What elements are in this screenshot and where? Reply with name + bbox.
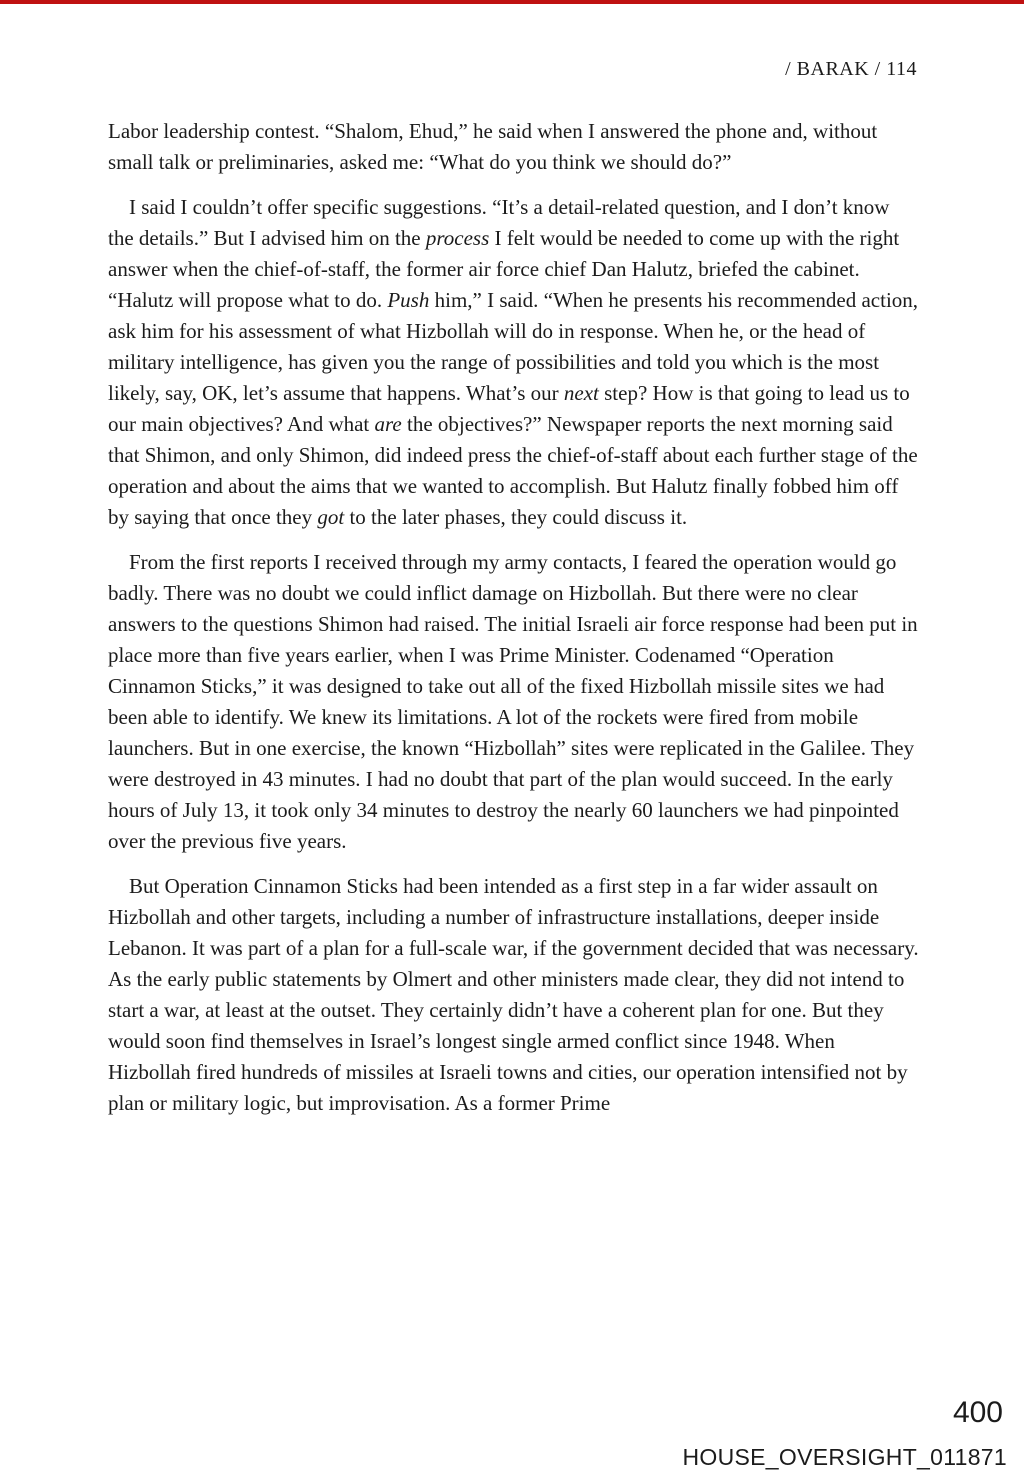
bates-stamp: HOUSE_OVERSIGHT_011871 [682,1444,1007,1470]
italic-text-run: Push [387,288,430,312]
paragraph [108,547,920,857]
document-body [108,116,920,1133]
text-run: I felt would be needed to come up with the right answer when the chief-of-staff, the former air force chief Dan Halutz, briefed the cabinet. “Halutz will propose what to do. [108,226,900,312]
text-run: to the later phases, they could discuss it. [344,505,688,529]
text-run: step? How is that going to lead us to our main objectives? And what [108,381,910,436]
italic-text-run: got [317,505,345,529]
running-header: / BARAK / 114 [785,58,917,80]
top-red-rule [0,0,1024,4]
italic-text-run: are [374,412,402,436]
paragraph [108,871,920,1119]
text-run: Labor leadership contest. “Shalom, Ehud,” he said when I answered the phone and, without small talk or preliminaries, asked me: “What do you think we should do?” [108,119,878,174]
text-run: But Operation Cinnamon Sticks had been intended as a first step in a far wider assault on Hizbollah and other targets, including a number of infrastructure installations, deeper inside Lebanon. It was part of a plan for a full-scale war, if the government decided that was necessary. As the early public statements by Olmert and other ministers made clear, they did not intend to start a war, at least at the outset. They certainly didn’t have a coherent plan for one. But they would soon find themselves in Israel’s longest single armed conflict since 1948. When Hizbollah fired hundreds of missiles at Israeli towns and cities, our operation intensified not by plan or military logic, but improvisation. As a former Prime [108,874,919,1115]
text-run: From the first reports I received through my army contacts, I feared the operation would go badly. There was no doubt we could inflict damage on Hizbollah. But there were no clear answers to the questions Shimon had raised. The initial Israeli air force response had been put in place more than five years earlier, when I was Prime Minister. Codenamed “Operation Cinnamon Sticks,” it was designed to take out all of the fixed Hizbollah missile sites we had been able to identify. We knew its limitations. A lot of the rockets were fired from mobile launchers. But in one exercise, the known “Hizbollah” sites were replicated in the Galilee. They were destroyed in 43 minutes. I had no doubt that part of the plan would succeed. In the early hours of July 13, it took only 34 minutes to destroy the nearly 60 launchers we had pinpointed over the previous five years. [108,550,918,853]
paragraph [108,192,920,533]
text-run: the objectives?” Newspaper reports the next morning said that Shimon, and only Shimon, did indeed press the chief-of-staff about each further stage of the operation and about the aims that we wanted to accomplish. But Halutz finally fobbed him off by saying that once they [108,412,918,529]
text-run: him,” I said. “When he presents his recommended action, ask him for his assessment of what Hizbollah will do in response. When he, or the head of military intelligence, has given you the range of possibilities and told you which is the most likely, say, OK, let’s assume that happens. What’s our [108,288,919,405]
italic-text-run: next [563,381,599,405]
paragraph [108,116,920,178]
page-number: 400 [952,1396,1003,1429]
italic-text-run: process [425,226,490,250]
text-run: I said I couldn’t offer specific suggestions. “It’s a detail-related question, and I don’t know the details.” But I advised him on the [108,195,890,250]
